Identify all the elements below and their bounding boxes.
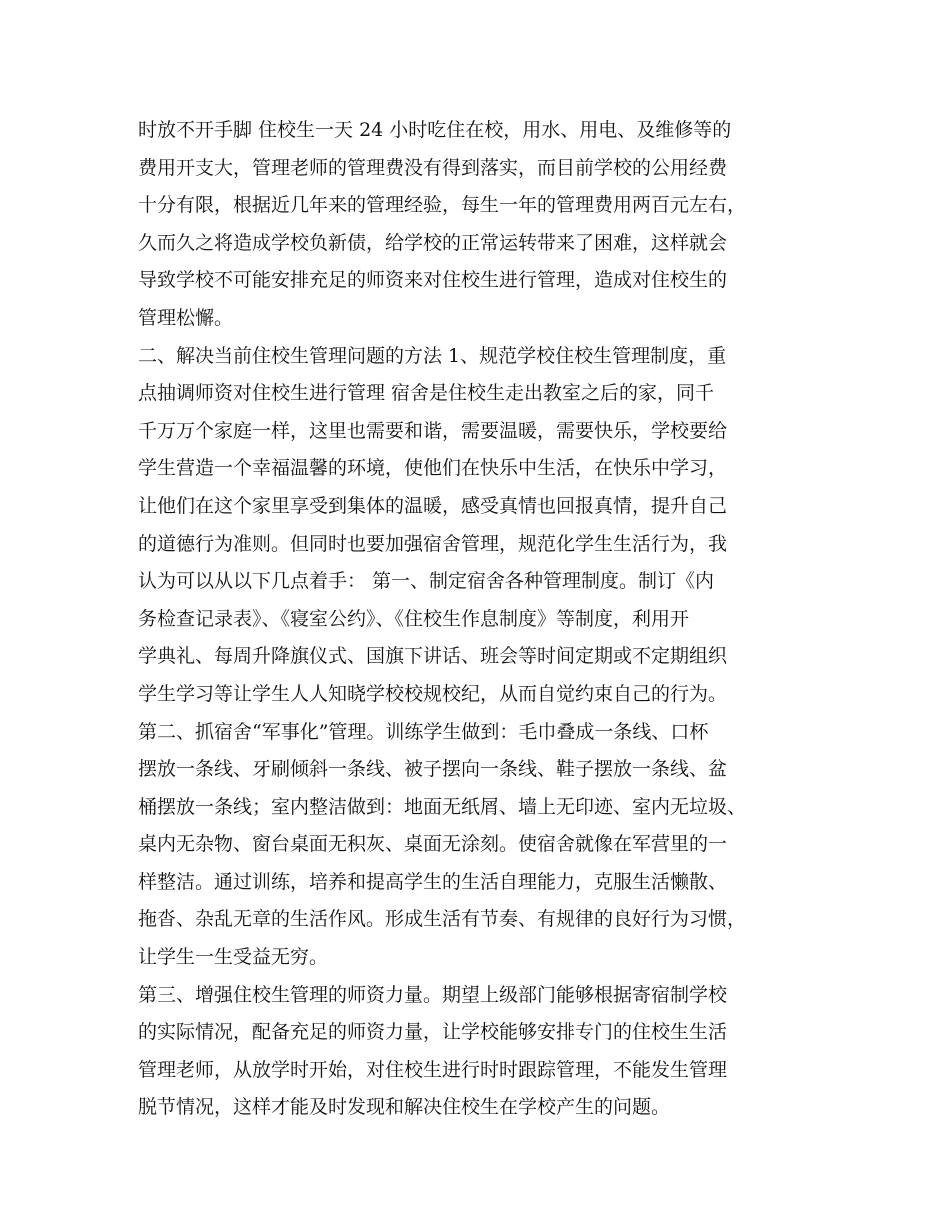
section-heading-line: 二、解决当前住校生管理问题的方法 1、规范学校住校生管理制度，重 bbox=[138, 344, 727, 367]
text-line: 样整洁。通过训练，培养和提高学生的生活自理能力，克服生活懒散、 bbox=[138, 870, 728, 893]
text-line: 桶摆放一条线；室内整洁做到：地面无纸屑、墙上无印迹、室内无垃圾、 bbox=[138, 795, 747, 818]
text-line: 管理松懈。 bbox=[138, 306, 234, 329]
text-line: 第二、抓宿舍“军事化”管理。训练学生做到：毛巾叠成一条线、口杯 bbox=[138, 720, 709, 743]
text-line: 拖沓、杂乱无章的生活作风。形成生活有节奏、有规律的良好行为习惯， bbox=[138, 908, 747, 931]
text-line: 脱节情况，这样才能及时发现和解决住校生在学校产生的问题。 bbox=[138, 1096, 671, 1119]
text-line: 千万万个家庭一样，这里也需要和谐，需要温暖，需要快乐，学校要给 bbox=[138, 419, 728, 442]
text-line: 费用开支大，管理老师的管理费没有得到落实，而目前学校的公用经费 bbox=[138, 156, 728, 179]
text-line: 导致学校不可能安排充足的师资来对住校生进行管理，造成对住校生的 bbox=[138, 269, 728, 292]
text-line: 久而久之将造成学校负新债，给学校的正常运转带来了困难，这样就会 bbox=[138, 231, 728, 254]
text-line: 桌内无杂物、窗台桌面无积灰、桌面无涂刻。使宿舍就像在军营里的一 bbox=[138, 833, 728, 856]
text-line: 的实际情况，配备充足的师资力量，让学校能够安排专门的住校生生活 bbox=[138, 1021, 728, 1044]
text-line: 十分有限，根据近几年来的管理经验，每生一年的管理费用两百元左右， bbox=[138, 194, 747, 217]
text-line: 时放不开手脚 住校生一天 24 小时吃住在校，用水、用电、及维修等的 bbox=[138, 119, 732, 141]
text-line: 第三、增强住校生管理的师资力量。期望上级部门能够根据寄宿制学校 bbox=[138, 983, 728, 1006]
text-line: 让他们在这个家里享受到集体的温暖，感受真情也回报真情，提升自己 bbox=[138, 494, 728, 517]
text-line: 的道德行为准则。但同时也要加强宿舍管理，规范化学生生活行为，我 bbox=[138, 532, 728, 555]
text-line: 点抽调师资对住校生进行管理 宿舍是住校生走出教室之后的家，同千 bbox=[138, 382, 715, 405]
document-body bbox=[138, 112, 828, 1127]
text-line: 让学生一生受益无穷。 bbox=[138, 946, 329, 969]
text-line: 摆放一条线、牙刷倾斜一条线、被子摆向一条线、鞋子摆放一条线、盆 bbox=[138, 758, 728, 781]
text-line: 学生营造一个幸福温馨的环境，使他们在快乐中生活，在快乐中学习， bbox=[138, 457, 728, 480]
text-line: 认为可以从以下几点着手： 第一、制定宿舍各种管理制度。制订《内 bbox=[138, 570, 715, 593]
text-line: 务检查记录表》、《寝室公约》、《住校生作息制度》等制度，利用开 bbox=[138, 607, 690, 630]
text-line: 学典礼、每周升降旗仪式、国旗下讲话、班会等时间定期或不定期组织 bbox=[138, 645, 728, 668]
text-line: 管理老师，从放学时开始，对住校生进行时时跟踪管理，不能发生管理 bbox=[138, 1058, 728, 1081]
text-line: 学生学习等让学生人人知晓学校校规校纪，从而自觉约束自己的行为。 bbox=[138, 682, 728, 705]
